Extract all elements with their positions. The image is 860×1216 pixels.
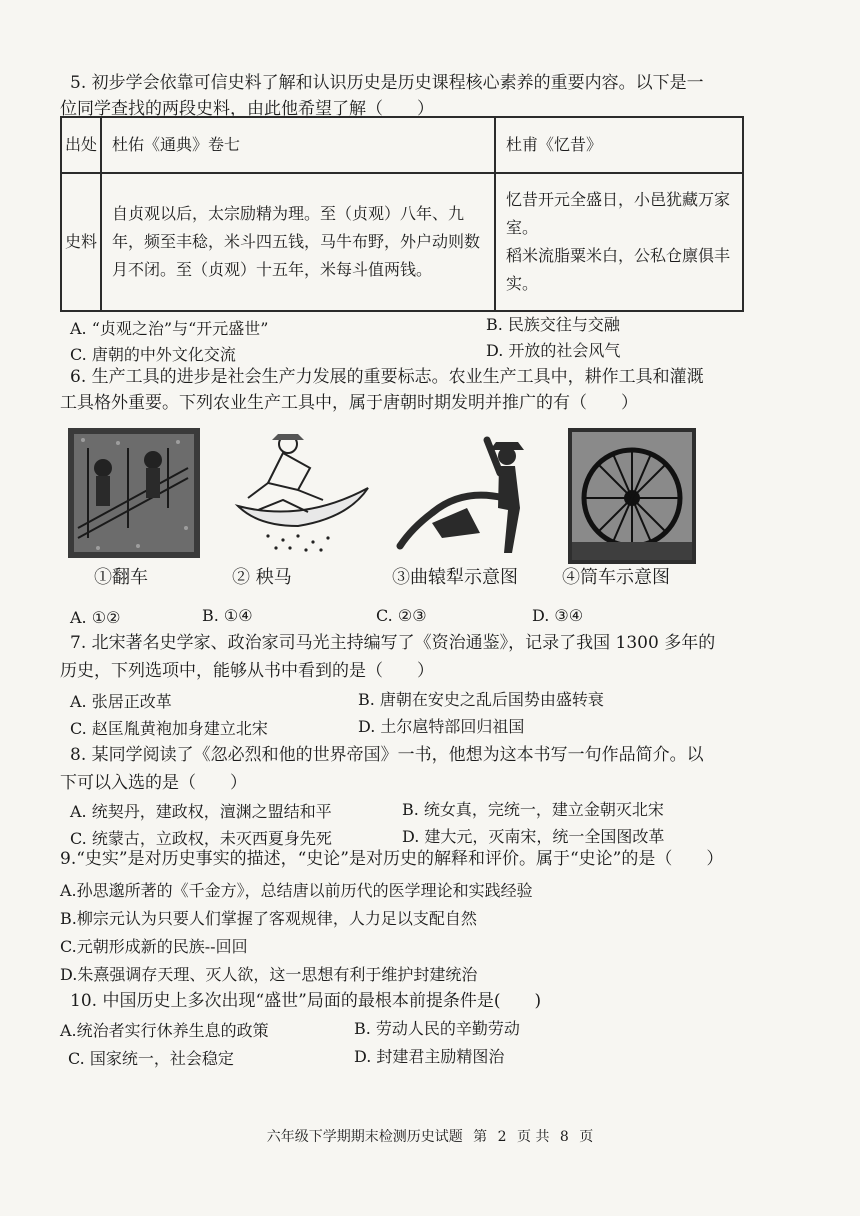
q5-option-b: B. 民族交往与交融 bbox=[486, 315, 620, 334]
caption-yangma: ② 秧马 bbox=[232, 567, 292, 588]
table-text-b-line1: 忆昔开元全盛日，小邑犹藏万家室。 bbox=[506, 190, 731, 237]
caption-fanche: ①翻车 bbox=[94, 567, 148, 588]
table-label-source: 出处 bbox=[61, 117, 101, 173]
table-source-a: 杜佑《通典》卷七 bbox=[101, 117, 495, 173]
q10-option-b: B. 劳动人民的辛勤劳动 bbox=[354, 1019, 520, 1038]
q5-stem-line1: 5. 初步学会依靠可信史料了解和认识历史是历史课程核心素养的重要内容。以下是一 bbox=[70, 73, 704, 93]
q6-option-a: A. ①② bbox=[70, 608, 121, 627]
footer-page-number: 2 bbox=[497, 1129, 507, 1145]
q5-option-a: A. “贞观之治”与“开元盛世” bbox=[70, 319, 269, 338]
footer-page-suffix: 页 bbox=[579, 1129, 594, 1145]
q6-option-c: C. ②③ bbox=[376, 606, 427, 625]
q9-option-b: B.柳宗元认为只要人们掌握了客观规律，人力足以支配自然 bbox=[60, 909, 477, 928]
q10-option-c: C. 国家统一，社会稳定 bbox=[68, 1049, 234, 1068]
caption-tongche: ④筒车示意图 bbox=[562, 567, 670, 588]
fanche-image bbox=[68, 428, 218, 558]
q7-stem-line1: 7. 北宋著名史学家、政治家司马光主持编写了《资治通鉴》，记录了我国 1300 多年的 bbox=[70, 633, 716, 653]
q9-option-c: C.元朝形成新的民族--回回 bbox=[60, 937, 248, 956]
q6-stem-line2: 工具格外重要。下列农业生产工具中，属于唐朝时期发明并推广的有（ ） bbox=[60, 393, 638, 413]
page-footer bbox=[0, 1126, 860, 1146]
caption-quyuanli: ③曲辕犁示意图 bbox=[392, 567, 518, 588]
q9-option-d: D.朱熹强调存天理、灭人欲，这一思想有利于维护封建统治 bbox=[60, 965, 478, 984]
footer-page-mid: 页 共 bbox=[517, 1129, 550, 1145]
table-source-b: 杜甫《忆昔》 bbox=[495, 117, 743, 173]
q5-source-table bbox=[60, 116, 744, 312]
yangma-image bbox=[228, 428, 378, 558]
q10-stem: 10. 中国历史上多次出现“盛世”局面的最根本前提条件是( ) bbox=[70, 991, 542, 1011]
q5-option-c: C. 唐朝的中外文化交流 bbox=[70, 345, 236, 364]
footer-exam-title: 六年级下学期期末检测历史试题 bbox=[266, 1129, 463, 1145]
q8-option-a: A. 统契丹，建政权，澶渊之盟结和平 bbox=[70, 802, 332, 821]
table-text-b-line2: 稻米流脂粟米白，公私仓廪俱丰实。 bbox=[506, 246, 731, 293]
q10-option-d: D. 封建君主励精图治 bbox=[354, 1047, 505, 1066]
q9-option-a: A.孙思邈所著的《千金方》，总结唐以前历代的医学理论和实践经验 bbox=[60, 881, 533, 900]
q8-option-b: B. 统女真，完统一，建立金朝灭北宋 bbox=[402, 800, 664, 819]
q9-stem: 9.“史实”是对历史事实的描述，“史论”是对历史的解释和评价。属于“史论”的是（ ） bbox=[60, 849, 724, 869]
q5-stem-line2: 位同学查找的两段史料，由此他希望了解（ ） bbox=[60, 99, 434, 119]
q8-stem-line1: 8. 某同学阅读了《忽必烈和他的世界帝国》一书，他想为这本书写一句作品简介。以 bbox=[70, 745, 704, 765]
footer-page-total: 8 bbox=[559, 1129, 569, 1145]
q10-option-a: A.统治者实行休养生息的政策 bbox=[60, 1021, 269, 1040]
q6-option-b: B. ①④ bbox=[202, 606, 253, 625]
q5-option-d: D. 开放的社会风气 bbox=[486, 341, 621, 360]
q6-option-d: D. ③④ bbox=[532, 606, 584, 625]
table-text-a: 自贞观以后，太宗励精为理。至（贞观）八年、九年，频至丰稔，米斗四五钱，马牛布野，外户动则数月不闭。至（贞观）十五年，米每斗值两钱。 bbox=[101, 173, 495, 311]
q8-option-d: D. 建大元，灭南宋，统一全国图改革 bbox=[402, 827, 665, 846]
q7-option-b: B. 唐朝在安史之乱后国势由盛转衰 bbox=[358, 690, 604, 709]
q8-option-c: C. 统蒙古，立政权，未灭西夏身先死 bbox=[70, 829, 332, 848]
quyuanli-image bbox=[392, 428, 542, 558]
q7-option-a: A. 张居正改革 bbox=[70, 692, 172, 711]
footer-page-prefix: 第 bbox=[473, 1129, 488, 1145]
table-text-b bbox=[495, 173, 743, 311]
table-label-material: 史料 bbox=[61, 173, 101, 311]
q7-stem-line2: 历史，下列选项中，能够从书中看到的是（ ） bbox=[60, 661, 434, 681]
q7-option-c: C. 赵匡胤黄袍加身建立北宋 bbox=[70, 719, 268, 738]
q7-option-d: D. 土尔扈特部回归祖国 bbox=[358, 717, 525, 736]
q8-stem-line2: 下可以入选的是（ ） bbox=[60, 773, 247, 793]
tongche-image bbox=[568, 428, 718, 558]
q6-stem-line1: 6. 生产工具的进步是社会生产力发展的重要标志。农业生产工具中，耕作工具和灌溉 bbox=[70, 367, 704, 387]
